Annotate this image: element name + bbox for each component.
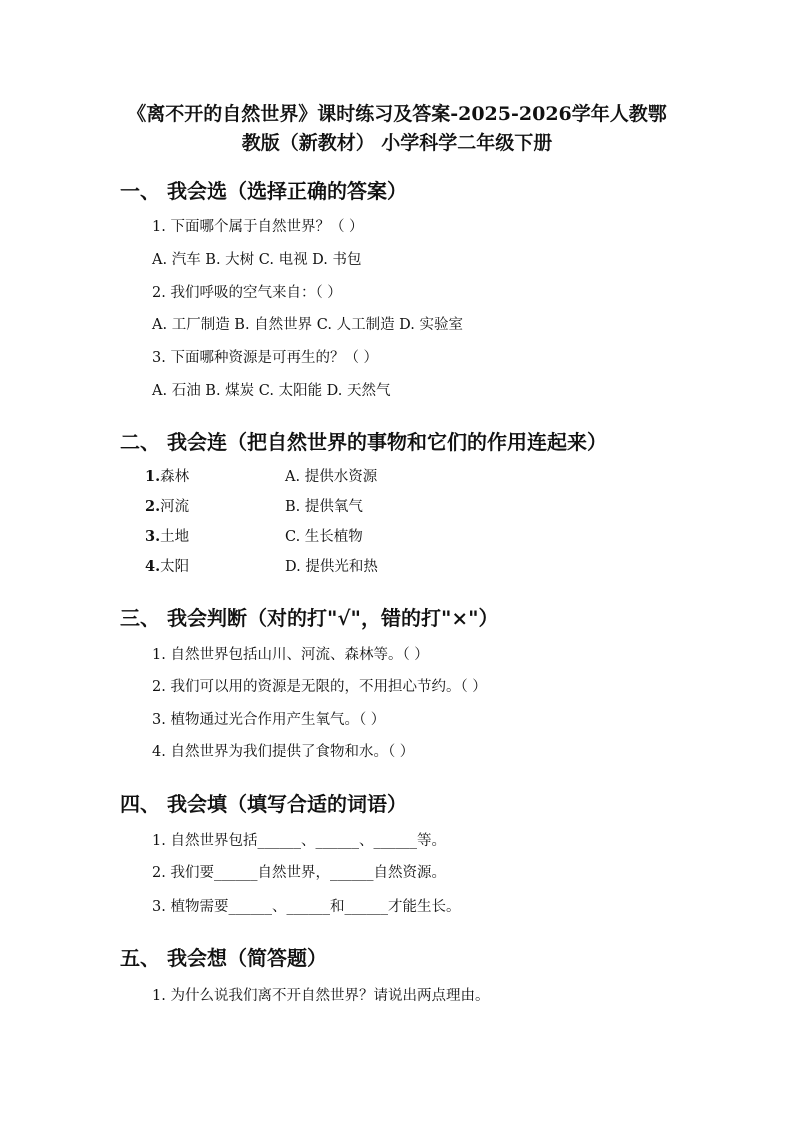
question-1-options: A. 汽车 B. 大树 C. 电视 D. 书包 (152, 252, 362, 268)
match-left-text: 森林 (160, 469, 190, 485)
match-left-item (145, 467, 189, 487)
title-line-1: 《离不开的自然世界》课时练习及答案-2025-2026学年人教鄂 (127, 103, 667, 125)
short-answer-item-1: 1. 为什么说我们离不开自然世界？请说出两点理由。 (152, 988, 490, 1004)
question-3-options: A. 石油 B. 煤炭 C. 太阳能 D. 天然气 (152, 383, 391, 399)
match-left-number: 1. (145, 468, 161, 485)
match-right-item: B. 提供氧气 (285, 499, 363, 515)
match-right-item: D. 提供光和热 (285, 559, 378, 575)
judge-item-1: 1. 自然世界包括山川、河流、森林等。（ ） (152, 647, 429, 663)
judge-item-3: 3. 植物通过光合作用产生氧气。（ ） (152, 712, 386, 728)
judge-item-4: 4. 自然世界为我们提供了食物和水。（ ） (152, 744, 415, 760)
fill-item-1: 1. 自然世界包括______、______、______等。 (152, 833, 446, 849)
question-3: 3. 下面哪种资源是可再生的？（ ） (152, 350, 379, 366)
question-1: 1. 下面哪个属于自然世界？（ ） (152, 219, 364, 235)
title-line-2: 教版（新教材） 小学科学二年级下册 (241, 132, 553, 154)
question-2-options: A. 工厂制造 B. 自然世界 C. 人工制造 D. 实验室 (152, 317, 464, 333)
section-5-heading: 五、 我会想（简答题） (120, 946, 327, 970)
section-3-heading: 三、 我会判断（对的打"√"，错的打"×"） (120, 606, 499, 630)
fill-item-2: 2. 我们要______自然世界，______自然资源。 (152, 865, 446, 881)
section-2-heading: 二、 我会连（把自然世界的事物和它们的作用连起来） (120, 430, 607, 454)
match-left-text: 河流 (160, 499, 190, 515)
match-left-item (145, 557, 189, 577)
match-left-item (145, 527, 189, 547)
match-left-item (145, 497, 189, 517)
match-left-number: 2. (145, 498, 161, 515)
match-left-text: 太阳 (160, 559, 190, 575)
match-left-number: 4. (145, 558, 161, 575)
question-2: 2. 我们呼吸的空气来自：（ ） (152, 285, 342, 301)
match-right-item: A. 提供水资源 (285, 469, 378, 485)
section-4-heading: 四、 我会填（填写合适的词语） (120, 792, 407, 816)
judge-item-2: 2. 我们可以用的资源是无限的，不用担心节约。（ ） (152, 679, 487, 695)
section-1-heading: 一、 我会选（选择正确的答案） (120, 179, 407, 203)
fill-item-3: 3. 植物需要______、______和______才能生长。 (152, 899, 461, 915)
document-title (100, 100, 694, 158)
match-left-number: 3. (145, 528, 161, 545)
match-right-item: C. 生长植物 (285, 529, 363, 545)
match-left-text: 土地 (160, 529, 190, 545)
